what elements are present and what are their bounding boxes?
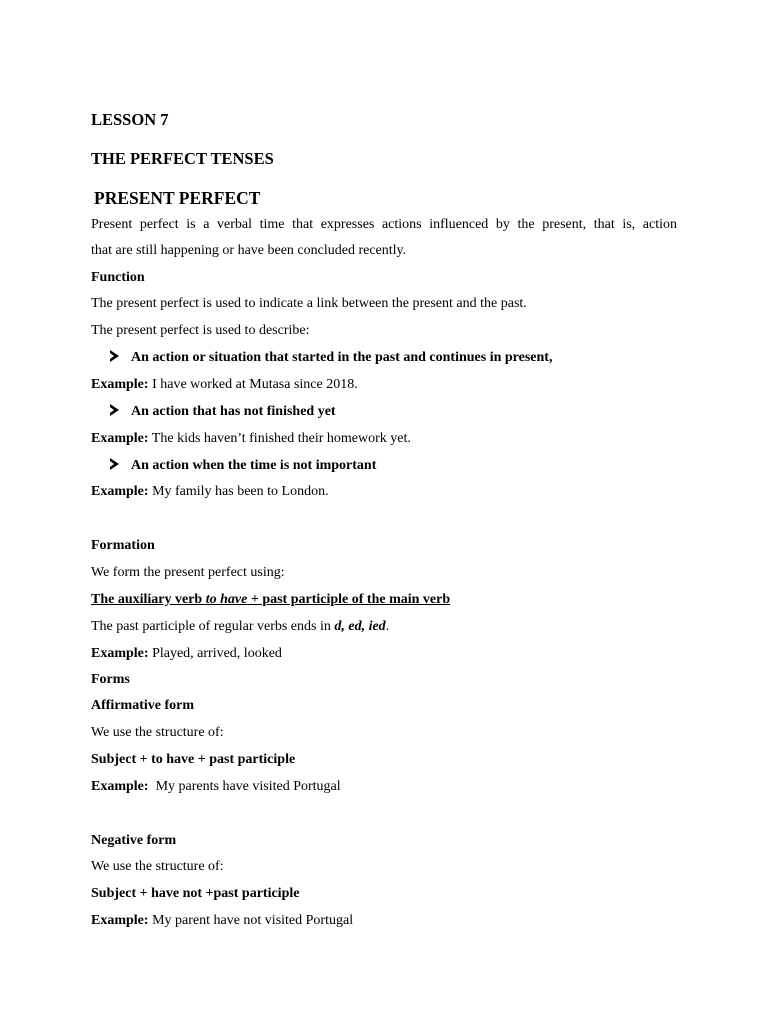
example-3 xyxy=(91,483,329,501)
formation-text: We form the present perfect using: xyxy=(91,565,285,580)
arrow-bullet-icon xyxy=(110,404,119,416)
example-text: Played, arrived, looked xyxy=(148,646,282,661)
example-label: Example: xyxy=(91,913,149,928)
intro-line-2: that are still happening or have been concluded recently. xyxy=(91,243,407,258)
example-text: My parents have visited Portugal xyxy=(148,779,341,794)
bullet-item-1 xyxy=(110,349,552,367)
example-label: Example: xyxy=(91,377,149,392)
section-title: PRESENT PERFECT xyxy=(94,188,261,208)
bullet-item-2 xyxy=(110,403,336,421)
bullet-text: An action or situation that started in the past and continues in present, xyxy=(131,350,553,365)
example-text: I have worked at Mutasa since 2018. xyxy=(148,377,358,392)
arrow-bullet-icon xyxy=(110,458,119,470)
lesson-title: THE PERFECT TENSES xyxy=(91,149,274,168)
bullet-text: An action when the time is not important xyxy=(131,458,377,473)
example-1 xyxy=(91,376,358,394)
rule-part-3: + past participle of the main verb xyxy=(247,592,451,607)
regular-period: . xyxy=(385,619,390,634)
function-text-2: The present perfect is used to describe: xyxy=(91,323,310,338)
rule-part-2: to have xyxy=(205,592,248,607)
lesson-number: LESSON 7 xyxy=(91,110,169,129)
rule-part-1: The auxiliary verb xyxy=(91,592,206,607)
example-text: My family has been to London. xyxy=(148,484,329,499)
negative-text: We use the structure of: xyxy=(91,859,224,874)
formation-example xyxy=(91,645,282,663)
arrow-bullet-icon xyxy=(110,350,119,362)
affirmative-text: We use the structure of: xyxy=(91,725,224,740)
formation-heading: Formation xyxy=(91,538,155,553)
example-label: Example: xyxy=(91,431,149,446)
regular-verbs-text xyxy=(91,618,389,636)
negative-structure: Subject + have not +past participle xyxy=(91,886,300,901)
function-heading: Function xyxy=(91,270,145,285)
example-2 xyxy=(91,430,411,448)
forms-heading: Forms xyxy=(91,672,130,687)
bullet-text: An action that has not finished yet xyxy=(131,404,336,419)
example-text: My parent have not visited Portugal xyxy=(148,913,354,928)
formation-rule xyxy=(91,591,450,609)
function-text-1: The present perfect is used to indicate a link between the present and the past. xyxy=(91,296,527,311)
affirmative-example xyxy=(91,778,341,796)
affirmative-structure: Subject + to have + past participle xyxy=(91,752,296,767)
intro-line-1: Present perfect is a verbal time that expresses actions influenced by the present, that is, action xyxy=(91,217,677,232)
negative-heading: Negative form xyxy=(91,833,177,848)
bullet-item-3 xyxy=(110,457,376,475)
example-text: The kids haven’t finished their homework yet. xyxy=(148,431,411,446)
example-label: Example: xyxy=(91,646,149,661)
example-label: Example: xyxy=(91,484,149,499)
regular-endings: d, ed, ied xyxy=(334,619,386,634)
negative-example xyxy=(91,912,353,930)
regular-text: The past participle of regular verbs ends in xyxy=(91,619,335,634)
example-label: Example: xyxy=(91,779,149,794)
affirmative-heading: Affirmative form xyxy=(91,698,195,713)
